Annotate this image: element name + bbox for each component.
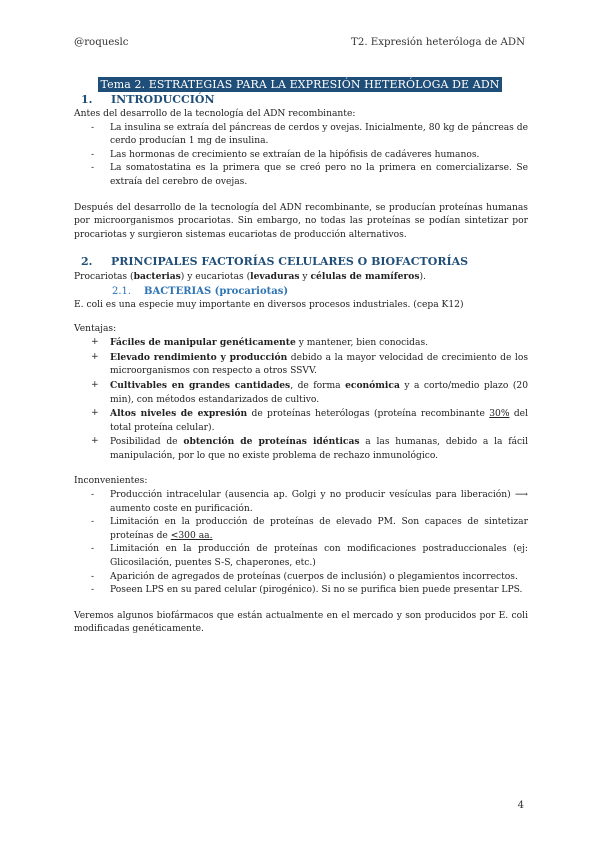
- section-heading-biofactorias: [74, 254, 528, 270]
- section-title: PRINCIPALES FACTORÍAS CELULARES O BIOFACTORÍAS: [111, 255, 469, 269]
- dash-marker: -: [91, 571, 95, 582]
- list-item: - Limitación en la producción de proteínas con modificaciones postraduccionales (ej: Glicosilación, puentes S-S, chaperones, etc.): [91, 544, 528, 569]
- organisms-line: Procariotas (bacterias) y eucariotas (levaduras y células de mamíferos).: [74, 271, 426, 283]
- section-number: 2.: [81, 255, 93, 269]
- subsection-number: 2.1.: [112, 285, 132, 297]
- section-number: 1.: [81, 93, 93, 106]
- document-body: [74, 92, 528, 637]
- list-item: - La insulina se extraía del páncreas de cerdos y ovejas. Inicialmente, 80 kg de páncreas de cerdo producían 1 mg de insulina.: [91, 122, 528, 147]
- section-heading-introduccion: [74, 92, 528, 108]
- inconvenientes-list: [74, 489, 528, 598]
- header-author: @roqueslc: [74, 37, 129, 48]
- paragraph-after-recombinant: Después del desarrollo de la tecnología del ADN recombinante, se producían proteínas humanas por microorganismos procariotas. Sin embargo, no todas las proteínas se podían sintetizar por procariotas y surgieron sistemas eucariotas de producción alternativos.: [74, 202, 528, 240]
- ventajas-list: [74, 336, 528, 463]
- dash-marker: -: [91, 490, 95, 501]
- page-title: Tema 2. ESTRATEGIAS PARA LA EXPRESIÓN HETERÓLOGA DE ADN: [98, 77, 503, 92]
- list-item: + Altos niveles de expresión de proteínas heterólogas (proteína recombinante 30% del total proteína celular).: [91, 408, 528, 433]
- list-item: - Limitación en la producción de proteínas de elevado PM. Son capaces de sintetizar proteínas de <300 aa.: [91, 517, 528, 541]
- subsection-title: BACTERIAS (procariotas): [144, 285, 289, 297]
- list-item: - Las hormonas de crecimiento se extraían de la hipófisis de cadáveres humanos.: [74, 149, 528, 163]
- title-block: [0, 73, 600, 92]
- ecoli-line: E. coli es una especie muy importante en diversos procesos industriales. (cepa K12): [74, 299, 464, 310]
- section-title: INTRODUCCIÓN: [111, 93, 215, 106]
- closing-paragraph: Veremos algunos biofármacos que están actualmente en el mercado y son producidos por E. coli modificadas genéticamente.: [74, 610, 528, 635]
- inconvenientes-label: Inconvenientes:: [74, 476, 148, 487]
- plus-marker: +: [91, 436, 99, 447]
- list-item: + Cultivables en grandes cantidades, de forma económica y a corto/medio plazo (20 min), con métodos estandarizados de cultivo.: [91, 379, 528, 405]
- plus-marker: +: [91, 408, 99, 419]
- dash-marker: -: [91, 544, 95, 555]
- ventajas-label: Ventajas:: [74, 323, 117, 334]
- dash-marker: -: [91, 149, 95, 160]
- dash-marker: -: [91, 585, 95, 596]
- list-item: - Poseen LPS en su pared celular (pirogénico). Si no se purifica bien puede presentar LPS.: [74, 584, 528, 598]
- page-number: 4: [517, 800, 524, 811]
- list-item: + Fáciles de manipular genéticamente y mantener, bien conocidas.: [91, 337, 429, 349]
- dash-marker: -: [91, 517, 95, 528]
- list-item: + Elevado rendimiento y producción debido a la mayor velocidad de crecimiento de los microorganismos con respecto a otros SSVV.: [91, 351, 528, 377]
- list-item: - La somatostatina es la primera que se creó pero no la primera en comercializarse. Se extraía del cerebro de ovejas.: [91, 163, 528, 187]
- header-doc-title: T2. Expresión heteróloga de ADN: [351, 37, 525, 48]
- dash-marker: -: [91, 122, 95, 133]
- plus-marker: +: [91, 337, 99, 348]
- list-item: - Aparición de agregados de proteínas (cuerpos de inclusión) o plegamientos incorrectos.: [74, 571, 528, 585]
- list-item: + Posibilidad de obtención de proteínas idénticas a las humanas, debido a la fácil manipulación, por lo que no existe problema de rechazo inmunológico.: [91, 436, 528, 461]
- plus-marker: +: [91, 351, 99, 362]
- list-item: - Producción intracelular (ausencia ap. Golgi y no producir vesículas para liberación) ⟶ aumento coste en purificación.: [91, 490, 528, 514]
- dash-marker: -: [91, 163, 95, 174]
- intro-line: Antes del desarrollo de la tecnología del ADN recombinante:: [74, 109, 356, 119]
- subsection-heading-bacterias: [74, 285, 528, 299]
- plus-marker: +: [91, 379, 99, 390]
- intro-list: [74, 122, 528, 190]
